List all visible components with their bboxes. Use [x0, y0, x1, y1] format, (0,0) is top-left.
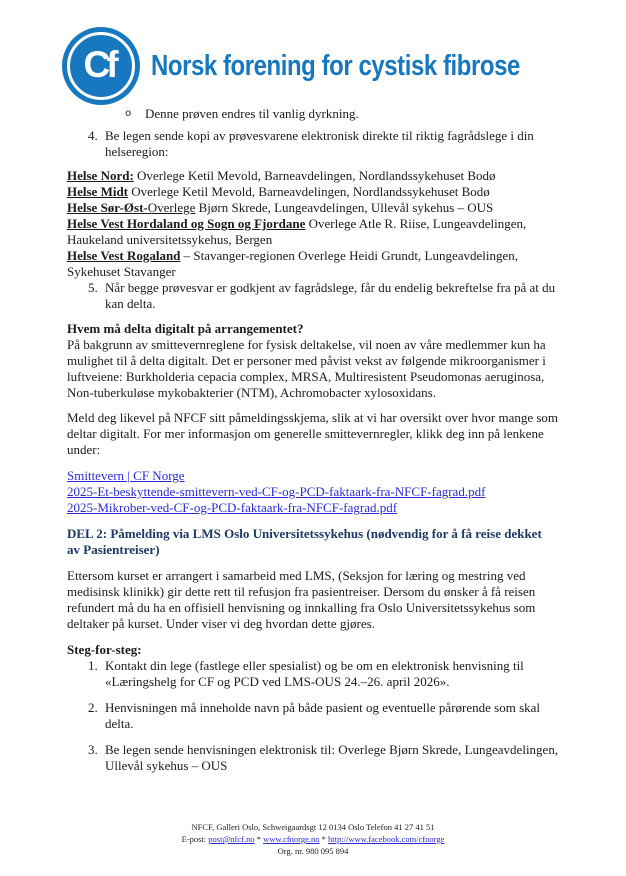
- paragraph-register-note: Meld deg likevel på NFCF sitt påmeldingsskjema, slik at vi har oversikt over hvor mange som deltar digitalt. For mer informasjon om generelle smittevernregler, klikk deg inn på lenkene under:: [67, 410, 559, 457]
- footer-contact-line: [0, 833, 626, 845]
- paragraph-lms-refusjon: Ettersom kurset er arrangert i samarbeid med LMS, (Seksjon for læring og mestring ved medisinsk klinikk) gir dette rett til refusjon fra pasientreiser. Dersom du ønsker å få reisen refundert må du ha en offisiell henvisning og innkalling fra Oslo Universitetssykehus som deltaker på kurset. Under viser vi deg hvordan dette gjøres.: [67, 568, 536, 631]
- step-number: 3.: [88, 742, 98, 757]
- list-item-number: 5.: [88, 280, 98, 295]
- region-contact: – Stavanger-regionen Overlege Heidi Grundt, Lungeavdelingen, Sykehuset Stavanger: [67, 248, 519, 279]
- page-header: [62, 27, 560, 105]
- step-item-1: [67, 658, 560, 690]
- list-item-4: [67, 128, 560, 160]
- list-item-5: [67, 280, 560, 312]
- list-item-text: Når begge prøvesvar er godkjent av fagrådslege, får du endelig bekreftelse fra på at du kan delta.: [105, 280, 556, 311]
- heading-del2: DEL 2: Påmelding via LMS Oslo Universitetssykehus (nødvendig for å få reise dekket av Pasientreiser): [67, 526, 542, 557]
- region-label-suffix: Overlege: [147, 200, 196, 215]
- step-text: Be legen sende henvisningen elektronisk til: Overlege Bjørn Skrede, Lungeavdelingen, Ullevål sykehus – OUS: [105, 742, 559, 773]
- health-regions-block: [67, 168, 560, 280]
- region-contact: Overlege Ketil Mevold, Barneavdelingen, Nordlandssykehuset Bodø: [128, 184, 490, 199]
- footer-facebook-link[interactable]: http://www.facebook.com/cfnorge: [328, 834, 445, 844]
- region-line-helse-nord: [67, 168, 560, 184]
- spacer: [67, 458, 560, 468]
- page-footer: [0, 821, 626, 857]
- link-pdf-beskyttende-smittevern[interactable]: 2025-Et-beskyttende-smittevern-ved-CF-og-PCD-faktaark-fra-NFCF-fagrad.pdf: [67, 484, 486, 499]
- organisation-title: Norsk forening for cystisk fibrose: [151, 50, 520, 82]
- region-label: Helse Nord:: [67, 168, 134, 183]
- footer-org-number: Org. nr. 980 095 894: [277, 846, 349, 856]
- region-label: Helse Sør-Øst-: [67, 200, 148, 215]
- spacer: [67, 632, 560, 642]
- step-item-2: [67, 700, 560, 732]
- footer-website-link[interactable]: www.cfnorge.no: [263, 834, 320, 844]
- heading-digital-participation: Hvem må delta digitalt på arrangementet?: [67, 321, 304, 336]
- region-line-helse-midt: [67, 184, 560, 200]
- step-number: 1.: [88, 658, 98, 673]
- bullet-marker: o: [125, 108, 132, 120]
- region-line-helse-vest-hordaland: [67, 216, 560, 248]
- list-item-number: 4.: [88, 128, 98, 143]
- region-contact: Bjørn Skrede, Lungeavdelingen, Ullevål sykehus – OUS: [195, 200, 494, 215]
- spacer: [67, 516, 560, 526]
- cf-logo-icon: [62, 27, 140, 105]
- region-line-helse-vest-rogaland: [67, 248, 560, 280]
- bullet-text: Denne prøven endres til vanlig dyrkning.: [145, 106, 359, 121]
- link-pdf-mikrober[interactable]: 2025-Mikrober-ved-CF-og-PCD-faktaark-fra-NFCF-fagrad.pdf: [67, 500, 398, 515]
- spacer: [67, 558, 560, 568]
- region-contact: Overlege Ketil Mevold, Barneavdelingen, Nordlandssykehuset Bodø: [133, 168, 496, 183]
- footer-email-label: E-post:: [181, 834, 209, 844]
- link-smittevern-cf-norge[interactable]: Smittevern | CF Norge: [67, 468, 185, 483]
- footer-separator: *: [319, 834, 329, 844]
- footer-separator: *: [254, 834, 264, 844]
- region-label: Helse Vest Rogaland: [67, 248, 181, 263]
- heading-steg-for-steg: Steg-for-steg:: [67, 642, 142, 657]
- region-contact: Overlege Atle R. Riise, Lungeavdelingen, Haukeland universitetssykehus, Bergen: [67, 216, 527, 247]
- paragraph-infection-rules: På bakgrunn av smittevernreglene for fysisk deltakelse, vil noen av våre medlemmer kun ha mulighet til å delta digitalt. Det er personer med påvist vekst av følgende mikroorganismer i luftveiene: Burkholderia cepacia complex, MRSA, Multiresistent Pseudomonas aeruginosa, Non-tuberkuløse mykobakterier (NTM), Achromobacter xylosoxidans.: [67, 337, 546, 400]
- region-label: Helse Midt: [67, 184, 129, 199]
- region-line-helse-sor-ost: [67, 200, 560, 216]
- step-number: 2.: [88, 700, 98, 715]
- list-item-text: Be legen sende kopi av prøvesvarene elektronisk direkte til riktig fagrådslege i din helseregion:: [105, 128, 534, 159]
- spacer: [67, 401, 560, 410]
- step-item-3: [67, 742, 560, 774]
- footer-address-line: NFCF, Galleri Oslo, Schweigaardsgt 12 0134 Oslo Telefon 41 27 41 51: [191, 822, 435, 832]
- bullet-item: [67, 106, 560, 122]
- step-text: Henvisningen må inneholde navn på både pasient og eventuelle pårørende som skal delta.: [105, 700, 541, 731]
- logo-letters: Cf: [83, 43, 115, 85]
- step-text: Kontakt din lege (fastlege eller spesialist) og be om en elektronisk henvisning til «Læringshelg for CF og PCD ved LMS-OUS 24.–26. april 2026».: [105, 658, 524, 689]
- region-label: Helse Vest Hordaland og Sogn og Fjordane: [67, 216, 306, 231]
- document-links: [67, 468, 560, 516]
- footer-email-link[interactable]: post@nfcf.no: [208, 834, 255, 844]
